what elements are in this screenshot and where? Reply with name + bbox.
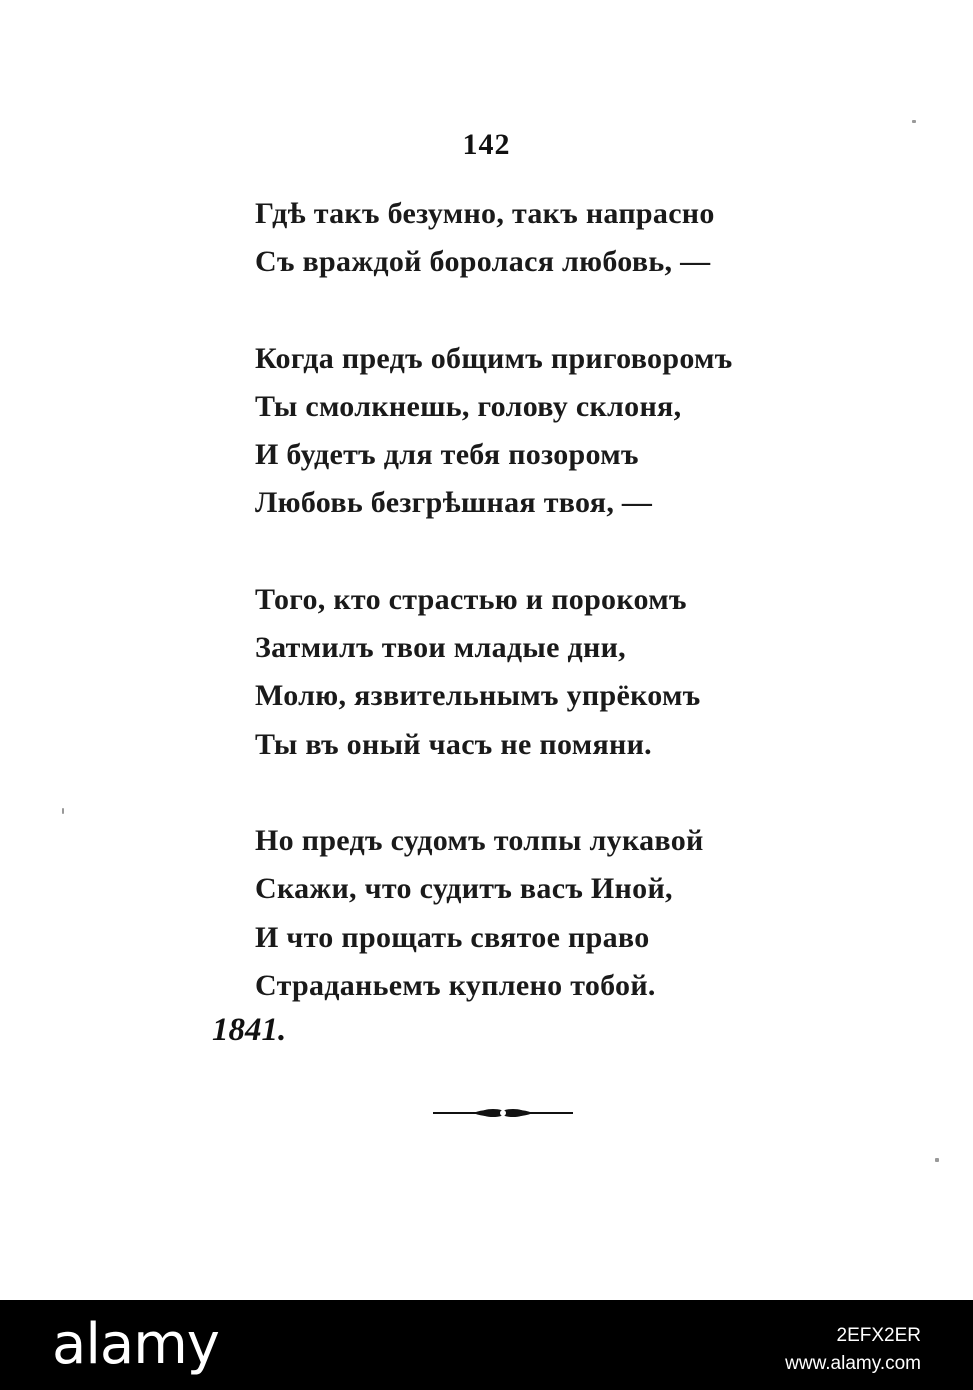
stanza-2: [255, 335, 733, 528]
ornament-divider: [433, 1103, 573, 1123]
stanza-3: [255, 576, 733, 769]
paper-speck: [935, 1158, 939, 1162]
poem-line: Гдѣ такъ безумно, такъ напрасно: [255, 197, 715, 230]
poem-line: Любовь безгрѣшная твоя, —: [255, 486, 653, 520]
poem-line: И что прощать святое право: [255, 920, 650, 954]
poem-line: Того, кто страстью и порокомъ: [255, 582, 687, 616]
poem-line: Затмилъ твои младые дни,: [255, 631, 626, 665]
poem-line: И будетъ для тебя позоромъ: [255, 438, 639, 472]
paper-speck: [62, 808, 64, 814]
poem-line: Ты въ оный часъ не помяни.: [255, 727, 652, 761]
paper-speck: [912, 120, 916, 123]
alamy-logo: alamy: [52, 1312, 219, 1377]
poem-line: Когда предъ общимъ приговоромъ: [255, 341, 733, 375]
image-reference: [785, 1322, 921, 1378]
stanza-4: [255, 817, 733, 1010]
poem-line: Съ враждой боролася любовь, —: [255, 245, 711, 279]
poem-line: Скажи, что судитъ васъ Иной,: [255, 872, 673, 906]
poem: [255, 190, 733, 1010]
stanza-1: [255, 190, 733, 287]
poem-year: 1841.: [212, 1012, 287, 1048]
site-url: www.alamy.com: [785, 1353, 921, 1374]
poem-line: Молю, язвительнымъ упрёкомъ: [255, 679, 701, 713]
poem-line: Ты смолкнешь, голову склоня,: [255, 389, 682, 423]
poem-line: Но предъ судомъ толпы лукавой: [255, 823, 704, 857]
poem-line: Страданьемъ куплено тобой.: [255, 968, 656, 1002]
image-id: 2EFX2ER: [836, 1325, 921, 1346]
page-number: 142: [462, 128, 511, 161]
